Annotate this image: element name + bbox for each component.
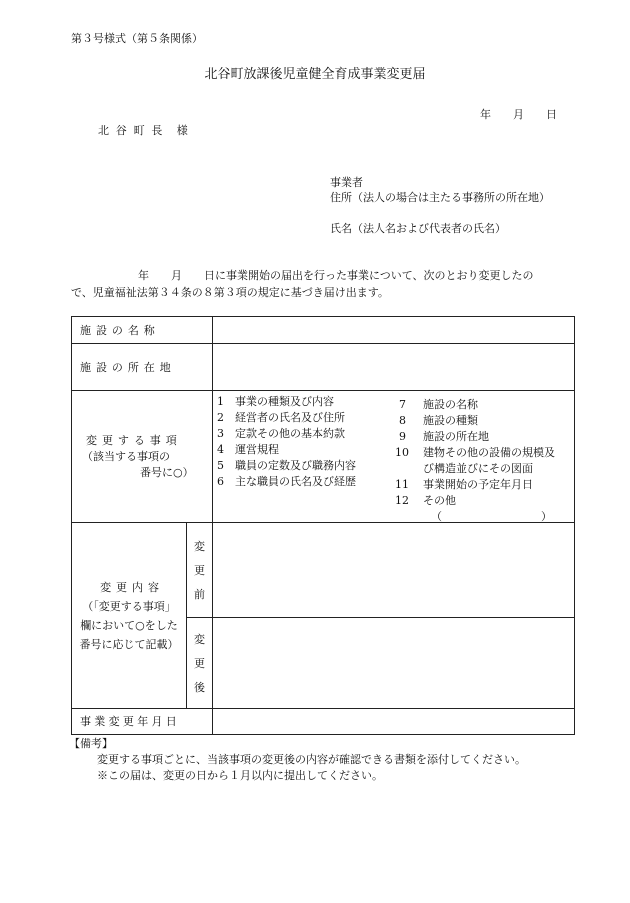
item-text[interactable]: 建物その他の設備の規模及 [423,446,555,459]
item-num: 8 [399,414,406,427]
item-num: 1 [217,395,224,408]
item-num: 9 [399,430,406,443]
body-line-2: で、児童福祉法第３４条の８第３項の規定に基づき届け出ます。 [71,286,389,299]
applicant-label: 事業者 [330,176,363,189]
item-text[interactable]: 経営者の氏名及び住所 [235,411,345,424]
item-text[interactable]: 施設の所在地 [423,430,489,443]
other-paren-close: ） [541,510,552,523]
item-num: 3 [217,427,224,440]
item-text[interactable]: 主な職員の氏名及び経歴 [235,475,356,488]
change-content-label-cell [72,523,187,709]
before-label-cell [187,523,213,618]
document-title: 北谷町放課後児童健全育成事業変更届 [204,67,426,82]
applicant-name-label: 氏名（法人名および代表者の氏名） [330,222,506,235]
facility-location-field[interactable] [213,344,575,391]
before-char: 変 [194,539,205,553]
facility-location-label: 施設の所在地 [80,360,176,374]
facility-name-field[interactable] [213,317,575,344]
change-items-field[interactable] [213,391,575,523]
item-text[interactable]: 定款その他の基本約款 [235,427,345,440]
before-char: 前 [194,587,205,601]
notes-line-1: 変更する事項ごとに、当該事項の変更後の内容が確認できる書類を添付してください。 [97,753,526,766]
item-num: 10 [395,446,409,459]
change-date-field[interactable] [213,709,575,735]
item-text-continued: び構造並びにその図面 [423,462,533,475]
applicant-address-label: 住所（法人の場合は主たる事務所の所在地） [330,191,550,204]
facility-name-label: 施設の名称 [80,323,160,337]
change-items-label: 変更する事項 [86,434,182,447]
change-items-sub-2: 番号に○） [140,466,194,479]
item-text[interactable]: 職員の定数及び職務内容 [235,459,356,472]
change-content-label: 変更内容 [100,580,164,594]
item-text[interactable]: 運営規程 [235,443,279,456]
item-text[interactable]: 事業の種類及び内容 [235,395,334,408]
item-text[interactable]: 施設の種類 [423,414,478,427]
item-num: 2 [217,411,224,424]
item-num: 7 [399,398,406,411]
after-char: 変 [194,632,205,646]
facility-location-label-cell [72,344,213,391]
item-num: 4 [217,443,224,456]
change-content-sub-2: 欄において○をした [80,618,178,632]
addressee: 北 谷 町 長 様 [98,124,190,137]
form-number: 第３号様式（第５条関係） [71,32,203,45]
before-char: 更 [194,563,205,577]
facility-name-label-cell [72,317,213,344]
body-line-1: 年 月 日に事業開始の届出を行った事業について、次のとおり変更したの [138,269,534,282]
item-text[interactable]: 施設の名称 [423,398,478,411]
item-num: 5 [217,459,224,472]
change-items-label-cell [72,391,213,523]
change-date-label-cell [72,709,213,735]
before-field[interactable] [213,523,575,618]
change-content-sub-3: 番号に応じて記載） [79,637,179,651]
after-label-cell [187,618,213,709]
change-form-table [71,316,575,735]
notes-line-2: ※この届は、変更の日から１月以内に提出してください。 [97,769,383,782]
item-text[interactable]: その他 [423,494,456,507]
other-paren-open: （ [431,510,442,523]
after-field[interactable] [213,618,575,709]
notes-heading: 【備考】 [69,737,113,750]
change-date-label: 事業変更年月日 [80,715,181,728]
item-text[interactable]: 事業開始の予定年月日 [423,478,533,491]
item-num: 6 [217,475,224,488]
item-num: 12 [395,494,409,507]
change-items-sub-1: （該当する事項の [82,450,170,463]
after-char: 更 [194,656,205,670]
change-content-sub-1: （「変更する事項」 [82,599,176,613]
date-line: 年 月 日 [480,108,557,121]
after-char: 後 [194,680,205,694]
item-num: 11 [395,478,409,491]
